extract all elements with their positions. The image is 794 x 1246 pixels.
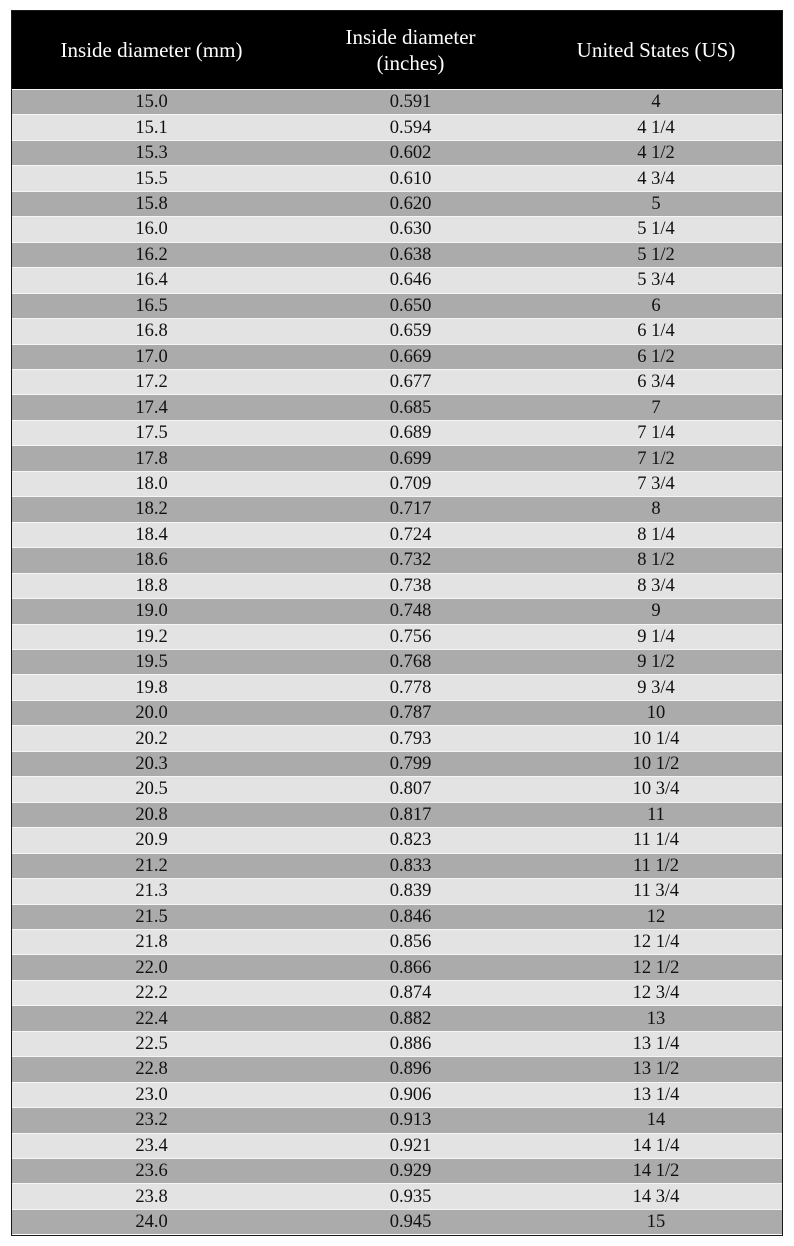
cell-us: 14 <box>646 1110 666 1131</box>
cell-inches: 0.717 <box>389 499 432 520</box>
table-row <box>12 242 782 267</box>
cell-us: 11 1/2 <box>632 855 680 876</box>
table-row <box>12 89 782 114</box>
cell-inches: 0.807 <box>389 779 432 800</box>
table-row <box>12 1158 782 1183</box>
cell-mm: 24.0 <box>135 1212 168 1233</box>
cell-inches: 0.913 <box>389 1110 432 1131</box>
table-row <box>12 394 782 419</box>
cell-us: 9 1/4 <box>637 626 675 647</box>
cell-inches: 0.610 <box>389 168 432 189</box>
cell-us: 5 3/4 <box>637 270 675 291</box>
cell-us: 4 <box>651 92 661 113</box>
cell-us: 8 <box>651 499 661 520</box>
table-row <box>12 267 782 292</box>
cell-us: 8 3/4 <box>637 575 675 596</box>
cell-inches: 0.882 <box>389 1008 432 1029</box>
table-row <box>12 420 782 445</box>
cell-mm: 20.9 <box>135 830 168 851</box>
cell-us: 5 1/2 <box>637 244 675 265</box>
cell-us: 13 1/2 <box>632 1059 680 1080</box>
cell-inches: 0.833 <box>389 855 432 876</box>
cell-mm: 15.8 <box>135 194 168 215</box>
table-row <box>12 165 782 190</box>
cell-inches: 0.669 <box>389 346 432 367</box>
table-row <box>12 1107 782 1132</box>
table-row <box>12 853 782 878</box>
cell-us: 11 <box>647 804 665 825</box>
ring-size-table <box>11 10 783 1236</box>
table-row <box>12 191 782 216</box>
cell-us: 5 1/4 <box>637 219 675 240</box>
cell-inches: 0.638 <box>389 244 432 265</box>
cell-inches: 0.630 <box>389 219 432 240</box>
table-row <box>12 598 782 623</box>
cell-us: 7 3/4 <box>637 474 675 495</box>
cell-us: 4 1/2 <box>637 143 675 164</box>
cell-us: 7 1/2 <box>637 448 675 469</box>
cell-us: 11 1/4 <box>632 830 680 851</box>
table-row <box>12 827 782 852</box>
cell-inches: 0.921 <box>389 1135 432 1156</box>
cell-inches: 0.787 <box>389 703 432 724</box>
cell-inches: 0.856 <box>389 932 432 953</box>
table-row <box>12 802 782 827</box>
cell-inches: 0.906 <box>389 1084 432 1105</box>
cell-us: 6 1/4 <box>637 321 675 342</box>
table-row <box>12 1082 782 1107</box>
cell-inches: 0.935 <box>389 1186 432 1207</box>
table-row <box>12 674 782 699</box>
cell-inches: 0.748 <box>389 601 432 622</box>
cell-mm: 15.5 <box>135 168 168 189</box>
cell-us: 8 1/4 <box>637 524 675 545</box>
cell-us: 11 3/4 <box>632 881 680 902</box>
cell-us: 6 1/2 <box>637 346 675 367</box>
cell-mm: 19.8 <box>135 677 168 698</box>
table-row <box>12 140 782 165</box>
cell-mm: 15.1 <box>135 117 168 138</box>
table-row <box>12 751 782 776</box>
cell-mm: 20.3 <box>135 754 168 774</box>
cell-inches: 0.659 <box>389 321 432 342</box>
cell-us: 14 3/4 <box>632 1186 680 1207</box>
cell-inches: 0.799 <box>389 754 432 774</box>
cell-mm: 15.3 <box>135 143 168 164</box>
table-row <box>12 114 782 139</box>
table-row <box>12 344 782 369</box>
cell-us: 8 1/2 <box>637 550 675 571</box>
cell-inches: 0.886 <box>389 1033 432 1054</box>
cell-mm: 18.8 <box>135 575 168 596</box>
cell-mm: 16.4 <box>135 270 168 291</box>
header-inches-line2: (inches) <box>376 51 445 75</box>
cell-mm: 23.6 <box>135 1161 168 1182</box>
cell-inches: 0.732 <box>389 550 432 571</box>
cell-us: 13 1/4 <box>632 1084 680 1105</box>
cell-inches: 0.620 <box>389 194 432 215</box>
cell-us: 6 3/4 <box>637 372 675 393</box>
cell-mm: 16.8 <box>135 321 168 342</box>
table-row <box>12 445 782 470</box>
cell-mm: 22.4 <box>135 1008 168 1029</box>
table-row <box>12 776 782 801</box>
cell-us: 7 <box>651 397 661 418</box>
cell-us: 12 <box>646 906 666 927</box>
cell-inches: 0.699 <box>389 448 432 469</box>
cell-mm: 23.8 <box>135 1186 168 1207</box>
table-row <box>12 1209 782 1234</box>
cell-inches: 0.823 <box>389 830 432 851</box>
cell-mm: 21.3 <box>135 881 168 902</box>
cell-us: 10 3/4 <box>632 779 680 800</box>
cell-inches: 0.874 <box>389 983 432 1004</box>
cell-us: 14 1/4 <box>632 1135 680 1156</box>
cell-inches: 0.602 <box>389 143 432 164</box>
table-row <box>12 522 782 547</box>
header-us: United States (US) <box>576 38 736 62</box>
cell-us: 12 3/4 <box>632 983 680 1004</box>
cell-inches: 0.594 <box>389 117 432 138</box>
cell-inches: 0.896 <box>389 1059 432 1080</box>
cell-inches: 0.677 <box>389 372 432 393</box>
cell-us: 10 1/4 <box>632 728 680 749</box>
cell-inches: 0.793 <box>389 728 432 749</box>
table-row <box>12 1133 782 1158</box>
cell-us: 9 3/4 <box>637 677 675 698</box>
cell-inches: 0.945 <box>389 1212 432 1233</box>
cell-inches: 0.929 <box>389 1161 432 1182</box>
table-body <box>12 89 782 1235</box>
table-row <box>12 624 782 649</box>
cell-us: 14 1/2 <box>632 1161 680 1182</box>
cell-mm: 22.8 <box>135 1059 168 1080</box>
cell-us: 10 <box>646 703 666 724</box>
cell-mm: 17.2 <box>135 372 168 393</box>
cell-mm: 22.2 <box>135 983 168 1004</box>
cell-us: 7 1/4 <box>637 423 675 444</box>
cell-mm: 17.5 <box>135 423 168 444</box>
cell-us: 4 3/4 <box>637 168 675 189</box>
cell-mm: 20.0 <box>135 703 168 724</box>
cell-mm: 16.2 <box>135 244 168 265</box>
cell-mm: 19.2 <box>135 626 168 647</box>
table-row <box>12 954 782 979</box>
cell-mm: 21.5 <box>135 906 168 927</box>
table-row <box>12 725 782 750</box>
cell-mm: 21.2 <box>135 855 168 876</box>
table-row <box>12 980 782 1005</box>
table-header <box>12 11 782 89</box>
cell-inches: 0.756 <box>389 626 432 647</box>
cell-us: 15 <box>646 1212 666 1233</box>
table-row <box>12 496 782 521</box>
table-row <box>12 471 782 496</box>
cell-us: 5 <box>651 194 661 215</box>
cell-inches: 0.866 <box>389 957 432 978</box>
table-row <box>12 573 782 598</box>
cell-mm: 18.0 <box>135 474 168 495</box>
table-row <box>12 1031 782 1056</box>
cell-us: 6 <box>651 295 661 316</box>
cell-us: 10 1/2 <box>632 754 680 774</box>
cell-inches: 0.650 <box>389 295 432 316</box>
cell-inches: 0.839 <box>389 881 432 902</box>
cell-us: 4 1/4 <box>637 117 675 138</box>
cell-inches: 0.689 <box>389 423 432 444</box>
cell-mm: 16.5 <box>135 295 168 316</box>
table-row <box>12 1005 782 1030</box>
cell-mm: 17.8 <box>135 448 168 469</box>
table-row <box>12 216 782 241</box>
cell-mm: 16.0 <box>135 219 168 240</box>
header-inches-line1: Inside diameter <box>345 25 476 49</box>
table-row <box>12 649 782 674</box>
cell-inches: 0.724 <box>389 524 432 545</box>
cell-mm: 20.5 <box>135 779 168 800</box>
table-row <box>12 293 782 318</box>
cell-mm: 23.2 <box>135 1110 168 1131</box>
cell-mm: 23.4 <box>135 1135 168 1156</box>
table-row <box>12 1056 782 1081</box>
table-row <box>12 547 782 572</box>
cell-inches: 0.778 <box>389 677 432 698</box>
cell-us: 9 1/2 <box>637 652 675 673</box>
cell-inches: 0.738 <box>389 575 432 596</box>
cell-us: 12 1/2 <box>632 957 680 978</box>
cell-inches: 0.709 <box>389 474 432 495</box>
cell-mm: 18.4 <box>135 524 168 545</box>
cell-mm: 19.5 <box>135 652 168 673</box>
cell-mm: 21.8 <box>135 932 168 953</box>
cell-mm: 19.0 <box>135 601 168 622</box>
cell-mm: 17.0 <box>135 346 168 367</box>
cell-mm: 22.5 <box>135 1033 168 1054</box>
cell-inches: 0.685 <box>389 397 432 418</box>
cell-inches: 0.768 <box>389 652 432 673</box>
header-mm: Inside diameter (mm) <box>60 38 243 62</box>
cell-mm: 23.0 <box>135 1084 168 1105</box>
cell-us: 12 1/4 <box>632 932 680 953</box>
cell-us: 13 1/4 <box>632 1033 680 1054</box>
cell-us: 9 <box>651 601 661 622</box>
table-row <box>12 318 782 343</box>
cell-mm: 20.2 <box>135 728 168 749</box>
header-inches <box>291 11 530 89</box>
cell-us: 13 <box>646 1008 666 1029</box>
cell-mm: 22.0 <box>135 957 168 978</box>
table-row <box>12 929 782 954</box>
cell-inches: 0.591 <box>389 92 432 113</box>
cell-mm: 15.0 <box>135 92 168 113</box>
table-row <box>12 369 782 394</box>
table-row <box>12 904 782 929</box>
table-row <box>12 700 782 725</box>
cell-inches: 0.646 <box>389 270 432 291</box>
table-row <box>12 878 782 903</box>
cell-mm: 17.4 <box>135 397 168 418</box>
cell-inches: 0.846 <box>389 906 432 927</box>
cell-mm: 18.2 <box>135 499 168 520</box>
cell-mm: 18.6 <box>135 550 168 571</box>
table-row <box>12 1183 782 1208</box>
cell-inches: 0.817 <box>389 804 432 825</box>
cell-mm: 20.8 <box>135 804 168 825</box>
